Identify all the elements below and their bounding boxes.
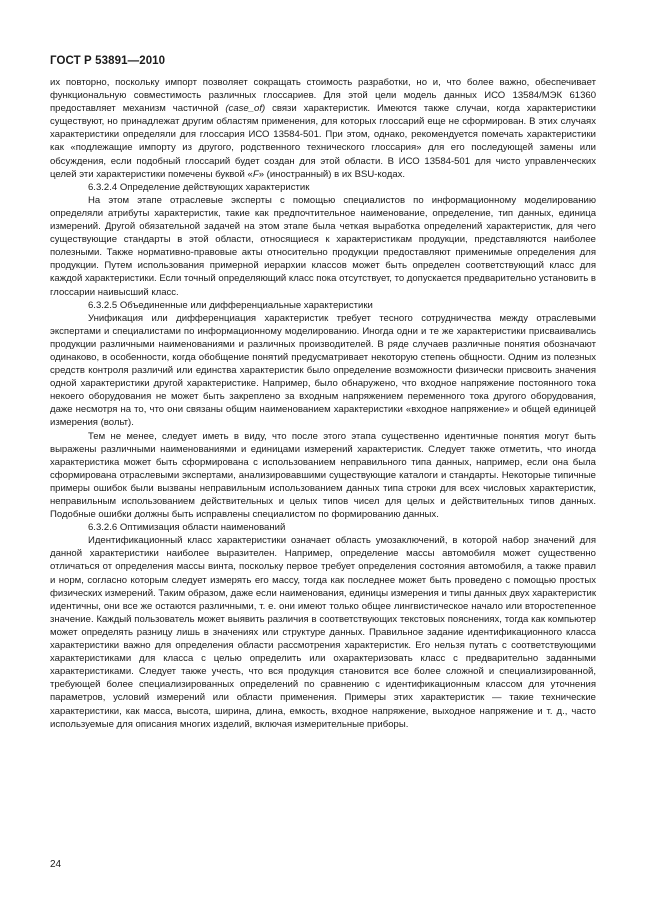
page-header-title: ГОСТ Р 53891—2010 [50, 55, 166, 67]
section-heading-6-3-2-5: 6.3.2.5 Объединенные или дифференциальные характеристики [88, 299, 373, 311]
paragraph-import-part-c: » (иностранный) в их BSU-кодах. [258, 168, 406, 180]
section-heading-6-3-2-6: 6.3.2.6 Оптимизация области наименований [88, 522, 286, 534]
paragraph-unification: Унификация или дифференциация характеристик требует тесного сотрудничества между отраслевыми экспертами и специалистами по информационному моделированию. Иногда одни и те же характеристики присваивались продукции различными наименованиями и различных производителей. В ряде случаев различные понятия обозначают одинаково, в особенности, когда обобщение понятий предусматривает некоторую степень общности. Одним из полезных средств контроля различий или единства характеристик было определение возможности физически присвоить значения одной характеристики другой характеристике. Например, было обнаружено, что входное напряжение постоянного тока некоего оборудования не может быть закреплено за входным напряжением переменного тока другого оборудования, даже несмотря на то, что они связаны общим наименованием характеристики «входное напряжение» и общей единицей измерения (вольт). [50, 312, 596, 429]
paragraph-import-part-b: связи характеристик. Имеются также случаи, когда характеристики существуют, но принадлежат другим областям применения, для которых глоссарий еще не сформирован. В этих случаях характеристики определяли для глоссария ИСО 13584-501. При этом, однако, рекомендуется помечать характеристики как «подлежащие импорту из другого, родственного технического глоссария» для его последующей замены или обсуждения, если подобный глоссарий будет создан для этой области. В ИСО 13584-501 для чисто управленческих целей эти характеристики помечены буквой « [50, 103, 596, 180]
paragraph-nevertheless: Тем не менее, следует иметь в виду, что после этого этапа существенно идентичные понятия могут быть выражены различными наименованиями и единицами измерений характеристик. Следует также отметить, что иногда характеристика может быть сформирована с использованием неправильного типа данных, например, если она была сформирована отраслевыми экспертами, анализировавшими существующие каталоги и стандарты. Некоторые типичные примеры ошибок были вызваны неправильным использованием данных типа строки для всех числовых характеристик, неправильным использованием действительных и целых типов чисел для целых и действительных типов данных. Подобные ошибки должны быть исправлены специалистом по формированию данных. [50, 430, 596, 521]
section-heading-6-3-2-4: 6.3.2.4 Определение действующих характеристик [88, 181, 310, 193]
paragraph-import [50, 76, 596, 181]
page-content [50, 76, 596, 731]
paragraph-import-part-a: их повторно, поскольку импорт позволяет сокращать стоимость разработки, но и, что более важно, обеспечивает функциональную совместимость различных глоссариев. Для этой цели модель данных ИСО 13584/МЭК 61360 предоставляет механизм частичной [50, 77, 596, 115]
paragraph-actual-characteristics: На этом этапе отраслевые эксперты с помощью специалистов по информационному моделированию определяли атрибуты характеристик, такие как предпочтительное наименование, определение, тип данных, единица измерений. Другой обязательной задачей на этом этапе была четкая выработка определений характеристик, для чего существующие стандарты в этой области, относящиеся к характеристикам продукции, представляются наиболее полезными. Также нормативно-правовые акты относительно продукции предоставляют применимые определения для продукции. Путем использования примерной иерархии классов может быть определен соответствующий класс для каждой характеристики. Если точный определяющий класс пока отсутствует, то допускается предварительно установить в глоссарии наивысший класс. [50, 194, 597, 298]
paragraph-naming-scope: Идентификационный класс характеристики означает область умозаключений, в которой набор значений для данной характеристики наиболее выразителен. Например, определение массы автомобиля может существенно отличаться от определения массы винта, поскольку первое требует определения состояния автомобиля, а также правил и норм, согласно которым следует измерять его массу, тогда как последнее может быть проведено с помощью простых физических измерений. Таким образом, даже если наименования, единицы измерения и типы данных двух характеристик идентичны, они все же остаются различными, т. е. они имеют только общее лингвистическое начало или второстепенное значение. Каждый пользователь может выявить различия в соответствующих текстовых пояснениях, тогда как компьютер может определять разницу лишь в значениях или структуре данных. Правильное задание идентификационного класса характеристики важно для определения области рассмотрения характеристик. Его нельзя путать с соответствующими характеристиками для класса с целью определить или охарактеризовать класс с предварительно заданными характеристиками. Следует также учесть, что вся продукция становится все более сложной и специализированной, требующей более специализированных определений по сравнению с идентификационным классом для уточнения параметров, условий измерений или области применения. Примеры этих характеристик — такие технические характеристики, как масса, высота, ширина, длина, емкость, входное напряжение, выходное напряжение и т. д., часто используемые для описания многих изделий, включая измерительные приборы. [50, 535, 596, 730]
page-number: 24 [50, 859, 62, 870]
paragraph-import-emphasis: (case_of) [225, 103, 266, 115]
paragraph-import-emphasis-letter: F [252, 168, 259, 180]
